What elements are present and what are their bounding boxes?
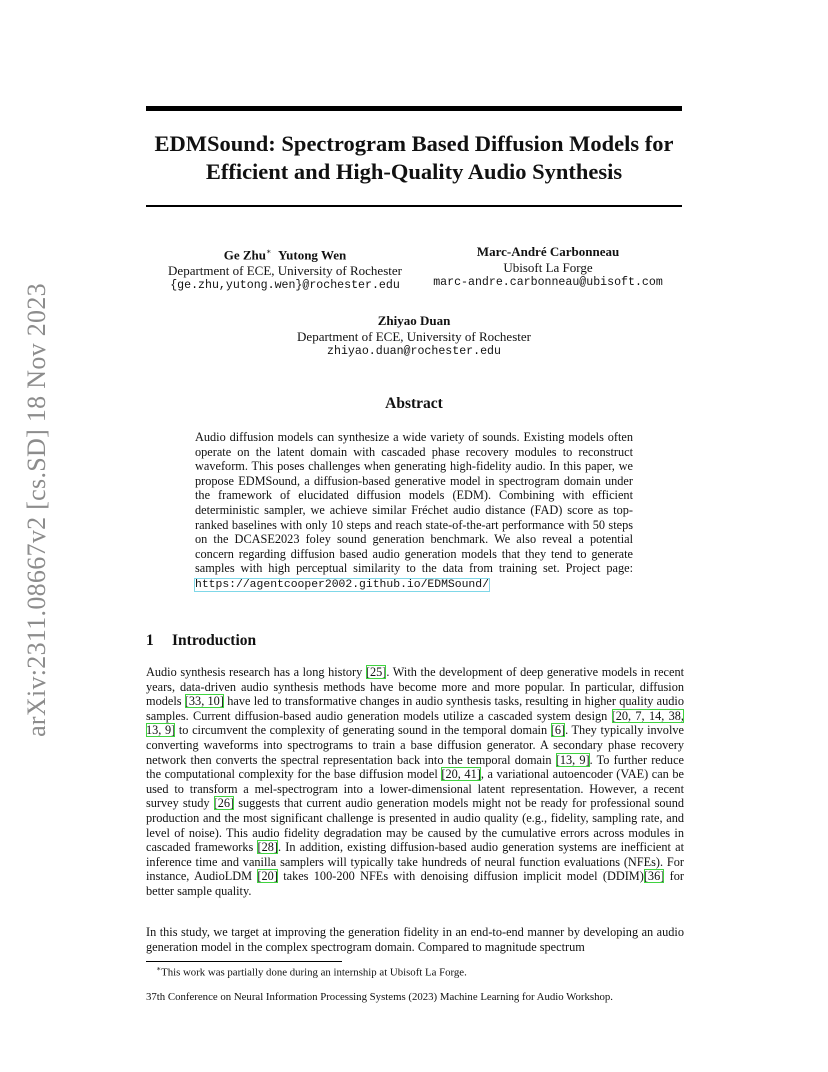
citation-link[interactable]: [33, 10] xyxy=(184,694,224,709)
project-page-link[interactable]: https://agentcooper2002.github.io/EDMSound/ xyxy=(195,578,489,591)
section-heading-introduction xyxy=(146,632,256,650)
footnote-marker: ∗ xyxy=(266,247,272,256)
author-marc-andre-carbonneau: Marc-André Carbonneau xyxy=(476,244,620,259)
citation-link[interactable]: [6] xyxy=(550,723,566,738)
abstract-text xyxy=(195,430,633,593)
text-run: to circumvent the complexity of generating sound in the temporal domain xyxy=(175,723,551,738)
citation-link[interactable]: [20, 41] xyxy=(441,767,481,782)
author-email: zhiyao.duan@rochester.edu xyxy=(327,345,501,358)
citation-link[interactable]: [20, 7, 14, 38, 13, 9] xyxy=(146,708,684,738)
text-run: . To further reduce the computational complexity for the base diffusion model xyxy=(146,752,684,782)
text-run: . In addition, existing diffusion-based audio generation systems are inefficient at inference time and vanilla samplers will typically take hundreds of neural function evaluations (NFEs). For instance, AudioLDM xyxy=(146,840,685,884)
footnote-text: This work was partially done during an internship at Ubisoft La Forge. xyxy=(161,966,467,979)
text-run: takes 100-200 NFEs with denoising diffusion implicit model (DDIM) xyxy=(277,869,644,884)
text-run: suggests that current audio generation models might not be ready for professional sound production and the most significant challenge is presented in audio quality (e.g., fidelity, sampling rate, and level of noise). This audio fidelity degradation may be caused by the cumulative errors across modules in cascaded frameworks xyxy=(146,796,684,855)
section-number: 1 xyxy=(146,632,154,649)
abstract-heading: Abstract xyxy=(385,395,443,412)
title-top-rule xyxy=(146,106,682,111)
title-line-2: Efficient and High-Quality Audio Synthesis xyxy=(205,159,623,184)
paper-title xyxy=(146,130,682,186)
section-title: Introduction xyxy=(172,632,257,649)
author-affiliation: Ubisoft La Forge xyxy=(503,259,593,275)
arxiv-identifier-stamp xyxy=(16,270,58,750)
author-affiliation: Department of ECE, University of Rochester xyxy=(168,262,402,278)
author-block-rochester xyxy=(150,244,420,294)
author-names xyxy=(150,244,420,263)
text-run: Audio synthesis research has a long history xyxy=(146,665,366,679)
text-run: , a variational autoencoder (VAE) can be used to transform a mel-spectrogram into a lower-dimensional latent representation. However, a recent survey study xyxy=(146,767,684,811)
title-bottom-rule xyxy=(146,205,682,207)
text-run: . With the development of deep generative models in recent years, data-driven audio synthesis methods have become more and more popular. In particular, diffusion models xyxy=(146,665,685,709)
footnote xyxy=(156,964,467,979)
text-run: . They typically involve converting waveforms into spectrograms to train a base diffusion generator. A secondary phase recovery network then converts the spectral representation back into the temporal domain xyxy=(146,723,684,767)
citation-link[interactable]: [13, 9] xyxy=(555,752,590,767)
author-block-ubisoft xyxy=(420,244,676,291)
author-block-duan xyxy=(264,313,564,360)
text-run: have led to transformative changes in audio synthesis tasks, resulting in higher quality audio samples. Current diffusion-based audio generation models utilize a cascaded system design xyxy=(146,694,684,723)
conference-notice: 37th Conference on Neural Information Processing Systems (2023) Machine Learning for Audio Workshop. xyxy=(146,991,613,1003)
footnote-mark: ∗ xyxy=(156,964,162,973)
author-email: {ge.zhu,yutong.wen}@rochester.edu xyxy=(170,279,400,293)
intro-paragraph-2: In this study, we target at improving the generation fidelity in an end-to-end manner by developing an audio generation model in the complex spectrogram domain. Compared to magnitude spectrum xyxy=(146,925,684,954)
footnote-rule xyxy=(146,961,342,962)
author-ge-zhu: Ge Zhu xyxy=(223,247,267,263)
title-line-1: EDMSound: Spectrogram Based Diffusion Models for xyxy=(154,131,674,156)
citation-link[interactable]: [28] xyxy=(257,840,278,855)
citation-link[interactable]: [26] xyxy=(213,796,235,811)
intro-paragraph-1 xyxy=(146,665,684,899)
arxiv-identifier-text: arXiv:2311.08667v2 [cs.SD] 18 Nov 2023 xyxy=(22,283,51,737)
text-run: for better sample quality. xyxy=(146,869,684,898)
citation-link[interactable]: [20] xyxy=(257,869,278,884)
author-affiliation: Department of ECE, University of Rochester xyxy=(297,328,531,344)
author-zhiyao-duan: Zhiyao Duan xyxy=(377,313,451,328)
abstract-body: Audio diffusion models can synthesize a wide variety of sounds. Existing models often operate on the latent domain with cascaded phase recovery modules to reconstruct waveform. This poses challenges when generating high-fidelity audio. In this paper, we propose EDMSound, a diffusion-based generative model in spectrogram domain under the framework of elucidated diffusion models (EDM). Combining with efficient deterministic sampler, we achieve similar Fréchet audio distance (FAD) score as top-ranked baselines with only 10 steps and reach state-of-the-art performance with 50 steps on the DCASE2023 foley sound generation benchmark. We also reveal a potential concern regarding diffusion based audio generation models that they tend to generate samples with high perceptual similarity to the data from training set. Project page: xyxy=(195,430,633,576)
citation-link[interactable]: [36] xyxy=(643,869,665,884)
author-email: marc-andre.carbonneau@ubisoft.com xyxy=(433,276,663,289)
citation-link[interactable]: [25] xyxy=(365,665,387,679)
author-yutong-wen: Yutong Wen xyxy=(277,247,347,263)
